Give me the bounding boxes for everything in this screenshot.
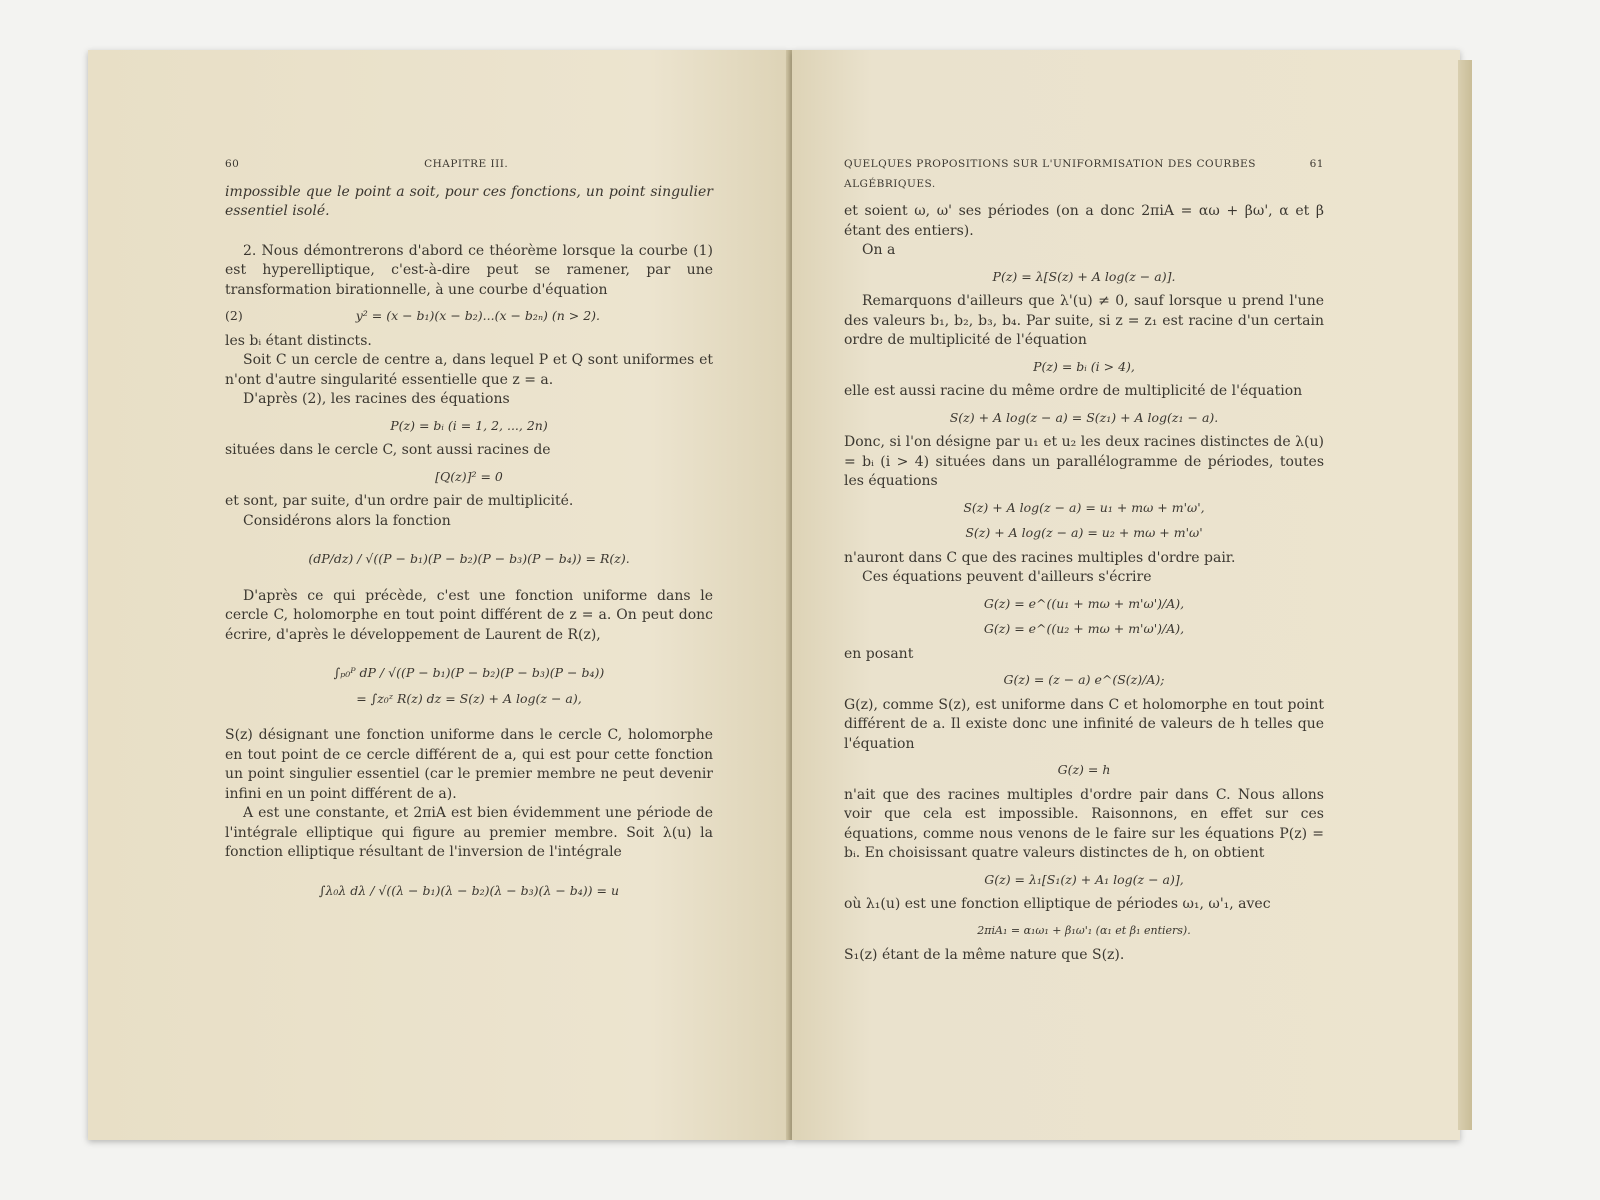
paragraph: les bᵢ étant distincts. <box>225 332 372 349</box>
paragraph: D'après ce qui précède, c'est une fonction uniforme dans le cercle C, holomorphe en tout point différent de z = a. On peut donc écrire, d'après le développement de Laurent de R(z), <box>225 587 713 643</box>
paragraph: Soit C un cercle de centre a, dans lequel P et Q sont uniformes et n'ont d'autre singularité essentielle que z = a. <box>225 352 713 388</box>
paragraph: n'ait que des racines multiples d'ordre pair dans C. Nous allons voir que cela est impossible. Raisonnons, en effet sur ces équations, comme nous venons de le faire sur les équations P(z) = bᵢ. En choisissant quatre valeurs distinctes de h, on obtient <box>844 786 1324 861</box>
paragraph: et sont, par suite, d'un ordre pair de multiplicité. <box>225 493 574 509</box>
equation: S(z) + A log(z − a) = u₂ + mω + m'ω' <box>965 525 1203 540</box>
paragraph: Remarquons d'ailleurs que λ'(u) ≠ 0, sauf lorsque u prend l'une des valeurs b₁, b₂, b₃, b₄. Par suite, si z = z₁ est racine d'un certain ordre de multiplicité de l'équation <box>844 293 1324 348</box>
paragraph: et soient ω, ω' ses périodes (on a donc 2πiA = αω + βω', α et β étant des entiers). <box>844 203 1324 239</box>
equation: P(z) = bᵢ (i = 1, 2, ..., 2n) <box>390 417 548 433</box>
paragraph: en posant <box>844 645 914 662</box>
equation: (dP/dz) / √((P − b₁)(P − b₂)(P − b₃)(P − b₄)) = R(z). <box>308 551 630 566</box>
equation <box>225 306 713 326</box>
paragraph: On a <box>862 242 896 258</box>
equation: P(z) = bᵢ (i > 4), <box>1033 358 1135 374</box>
paragraph: situées dans le cercle C, sont aussi racines de <box>225 442 551 458</box>
equation: G(z) = e^((u₁ + mω + m'ω')/A), <box>983 595 1185 611</box>
equation: [Q(z)]² = 0 <box>435 468 503 484</box>
paragraph: où λ₁(u) est une fonction elliptique de périodes ω₁, ω'₁, avec <box>844 896 1271 912</box>
equation: G(z) = h <box>1057 762 1111 777</box>
equation: G(z) = (z − a) e^(S(z)/A); <box>1003 672 1165 687</box>
paragraph: A est une constante, et 2πiA est bien évidemment une période de l'intégrale elliptique qui figure au premier membre. Soit λ(u) la fonction elliptique résultant de l'inversion de l'intégrale <box>225 805 713 860</box>
page-number: 60 <box>225 158 240 170</box>
equation-text: y² = (x − b₁)(x − b₂)...(x − b₂ₙ) (n > 2). <box>355 308 601 323</box>
page-number: 61 <box>1309 158 1324 170</box>
right-page <box>792 50 1460 1140</box>
paragraph: S₁(z) étant de la même nature que S(z). <box>844 947 1125 963</box>
paragraph: Donc, si l'on désigne par u₁ et u₂ les deux racines distinctes de λ(u) = bᵢ (i > 4) situées dans un parallélogramme de périodes, toutes les équations <box>844 434 1324 489</box>
paragraph: Considérons alors la fonction <box>243 512 451 529</box>
right-page-content <box>844 155 1324 966</box>
paragraph: impossible que le point a soit, pour ces fonctions, un point singulier essentiel isolé. <box>225 183 713 219</box>
paragraph: n'auront dans C que des racines multiples d'ordre pair. <box>844 549 1236 566</box>
equation: G(z) = λ₁[S₁(z) + A₁ log(z − a)], <box>984 871 1184 887</box>
left-page-content <box>225 155 713 906</box>
equation-number: (2) <box>225 308 243 323</box>
equation: G(z) = e^((u₂ + mω + m'ω')/A), <box>983 621 1185 636</box>
paragraph: Ces équations peuvent d'ailleurs s'écrire <box>862 569 1152 585</box>
paragraph: 2. Nous démontrerons d'abord ce théorème lorsque la courbe (1) est hyperelliptique, c'est-à-dire peut se ramener, par une transformation birationnelle, à une courbe d'équation <box>225 242 713 298</box>
right-page-header <box>844 155 1324 194</box>
running-head: QUELQUES PROPOSITIONS SUR L'UNIFORMISATION DES COURBES ALGÉBRIQUES. <box>844 158 1256 190</box>
equation: 2πiA₁ = α₁ω₁ + β₁ω'₁ (α₁ et β₁ entiers). <box>977 923 1191 937</box>
left-page-header <box>225 155 713 175</box>
running-head: CHAPITRE III. <box>424 158 509 170</box>
equation: S(z) + A log(z − a) = S(z₁) + A log(z₁ − a). <box>949 409 1219 425</box>
paragraph: G(z), comme S(z), est uniforme dans C et holomorphe en tout point différent de a. Il existe donc une infinité de valeurs de h telles que l'équation <box>844 696 1324 752</box>
left-page <box>88 50 790 1140</box>
open-book <box>80 50 1500 1150</box>
equation: = ∫z₀ᶻ R(z) dz = S(z) + A log(z − a), <box>356 690 582 706</box>
equation: P(z) = λ[S(z) + A log(z − a)]. <box>992 268 1176 284</box>
equation: ∫λ₀λ dλ / √((λ − b₁)(λ − b₂)(λ − b₃)(λ − b₄)) = u <box>318 882 620 898</box>
page-edges <box>1458 60 1472 1130</box>
paragraph: S(z) désignant une fonction uniforme dans le cercle C, holomorphe en tout point de ce cercle différent de a, qui est pour cette fonction un point singulier essentiel (car le premier membre ne peut devenir infini en un point différent de a). <box>225 727 713 802</box>
equation: S(z) + A log(z − a) = u₁ + mω + m'ω', <box>963 499 1205 515</box>
paragraph: D'après (2), les racines des équations <box>243 391 510 407</box>
paragraph: elle est aussi racine du même ordre de multiplicité de l'équation <box>844 383 1303 399</box>
equation: ∫ₚ₀ᴾ dP / √((P − b₁)(P − b₂)(P − b₃)(P − b₄)) <box>333 665 605 680</box>
